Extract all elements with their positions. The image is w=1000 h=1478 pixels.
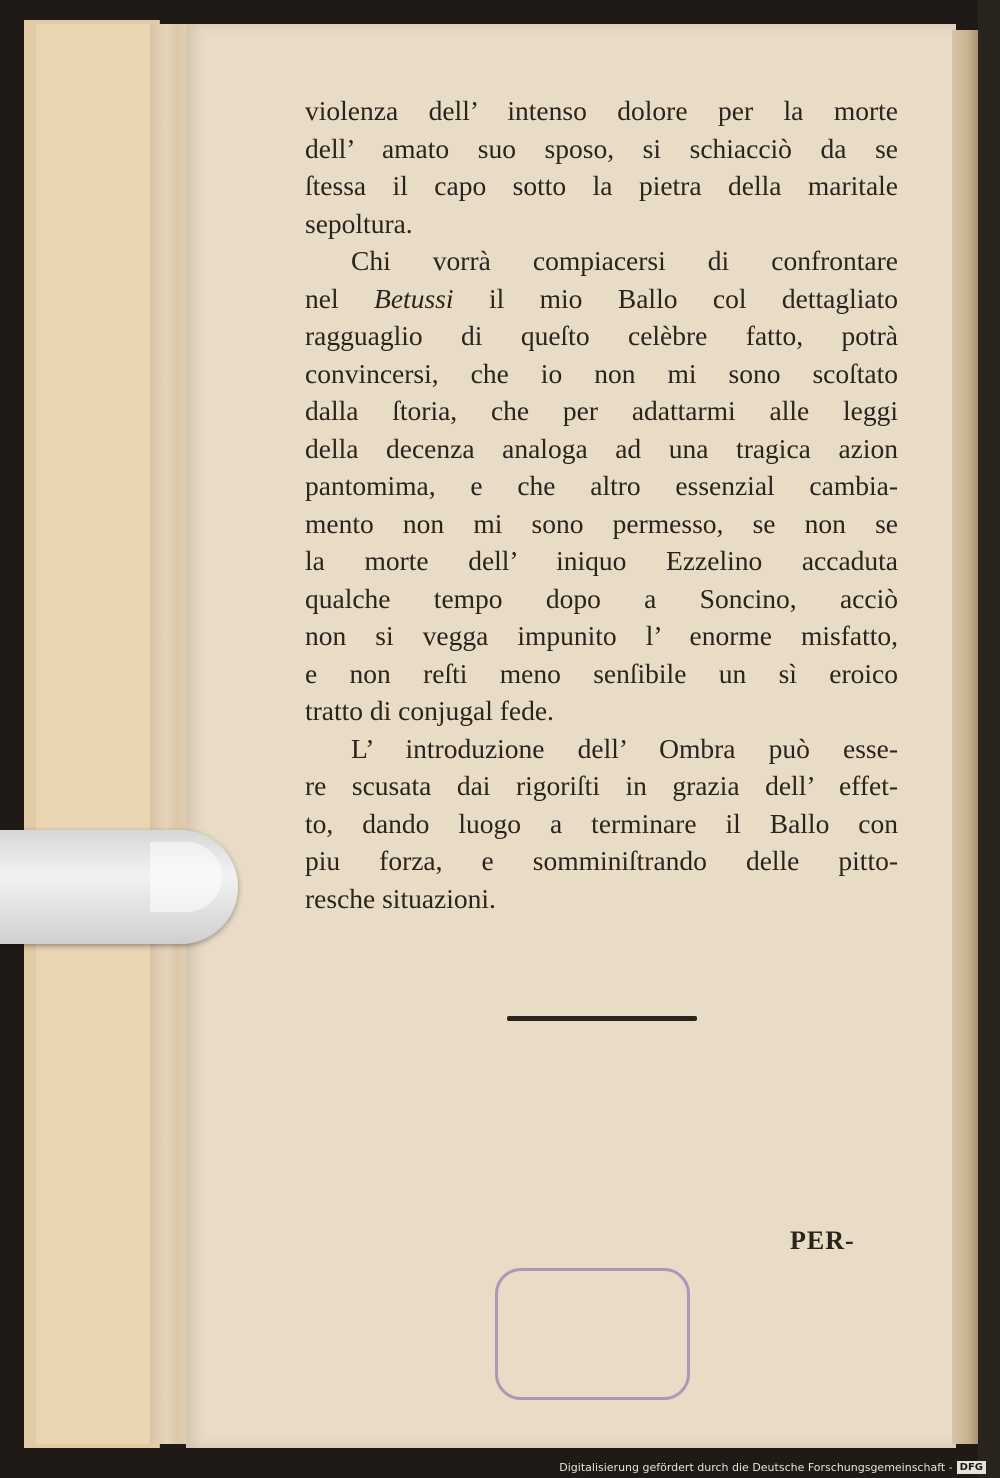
footer-credit-text: Digitalisierung gefördert durch die Deutsche Forschungsgemeinschaft - bbox=[559, 1461, 953, 1474]
text-line: convincersi, che io non mi sono scoſtato bbox=[305, 357, 898, 389]
text-line: dalla ſtoria, che per adattarmi alle leggi bbox=[305, 395, 898, 426]
text-line: non si vegga impunito l’ enorme misfatto, bbox=[305, 620, 898, 651]
text-line: pantomima, e che altro essenzial cambia- bbox=[305, 470, 898, 501]
text-line: mento non mi sono permesso, se non se bbox=[305, 507, 898, 539]
text-line: resche situazioni. bbox=[305, 882, 496, 914]
digitization-footer bbox=[559, 1461, 986, 1474]
text-line: dell’ amato suo sposo, si schiacciò da se bbox=[305, 132, 898, 164]
page-stack-edge bbox=[150, 24, 190, 1444]
catchword: PER- bbox=[790, 1226, 855, 1255]
text-line: piu forza, e somminiſtrando delle pitto- bbox=[305, 845, 898, 876]
text-line: nel Betussi il mio Ballo col dettagliato bbox=[305, 282, 898, 314]
text-line: sepoltura. bbox=[305, 207, 413, 239]
scanner-clip-shine bbox=[150, 842, 222, 912]
text-line: tratto di conjugal fede. bbox=[305, 695, 554, 726]
text-line: qualche tempo dopo a Soncino, acciò bbox=[305, 582, 898, 614]
book-flyleaf bbox=[36, 24, 156, 1444]
dfg-logo-icon: DFG bbox=[957, 1461, 986, 1474]
paragraph bbox=[305, 92, 898, 242]
section-rule bbox=[507, 1016, 697, 1021]
text-line: ſtessa il capo sotto la pietra della maritale bbox=[305, 170, 898, 201]
scanner-background bbox=[978, 0, 1000, 1478]
italic-text: Betussi bbox=[374, 282, 454, 314]
paragraph bbox=[305, 242, 898, 730]
page-body-text bbox=[305, 92, 898, 917]
text-line: re scusata dai rigoriſti in grazia dell’ effet- bbox=[305, 770, 898, 801]
text-line: della decenza analoga ad una tragica azion bbox=[305, 432, 898, 464]
paragraph bbox=[305, 730, 898, 918]
page-right-edge bbox=[952, 30, 978, 1444]
text-line: ragguaglio di queſto celèbre fatto, potrà bbox=[305, 320, 898, 351]
text-line: to, dando luogo a terminare il Ballo con bbox=[305, 807, 898, 839]
text-line: L’ introduzione dell’ Ombra può esse- bbox=[351, 732, 898, 764]
text-line: e non reſti meno senſibile un sì eroico bbox=[305, 657, 898, 689]
text-line: la morte dell’ iniquo Ezzelino accaduta bbox=[305, 545, 898, 576]
library-stamp bbox=[495, 1268, 690, 1400]
text-line: violenza dell’ intenso dolore per la morte bbox=[305, 95, 898, 126]
text-line: Chi vorrà compiacersi di confrontare bbox=[351, 245, 898, 276]
